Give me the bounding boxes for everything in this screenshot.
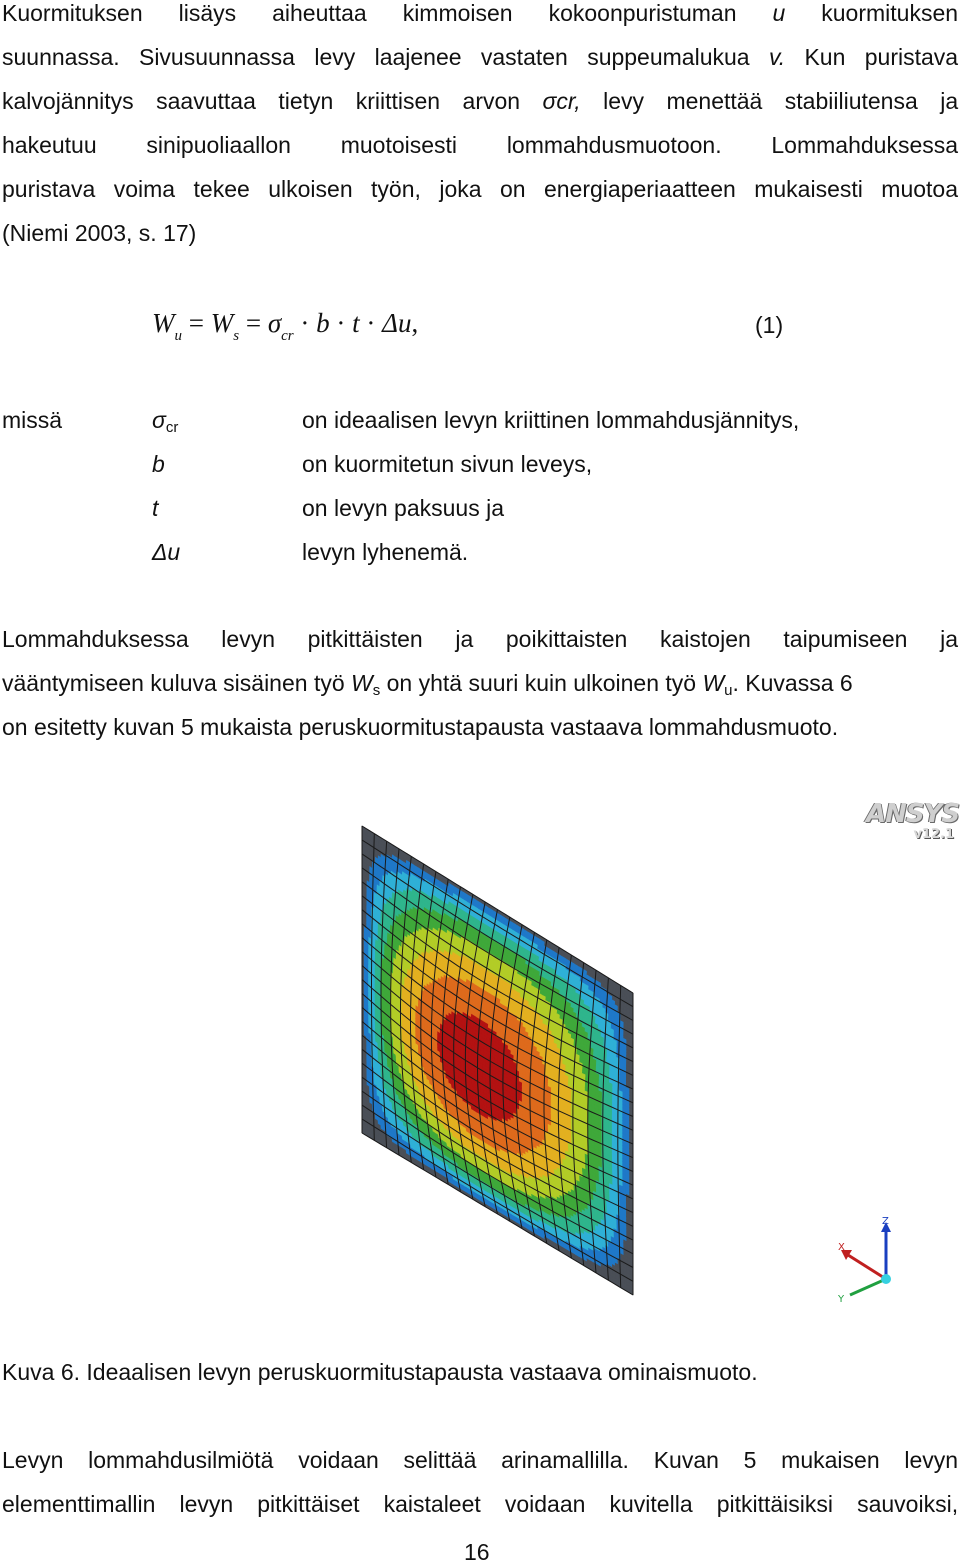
symbol-sigma-cr: σcr, (542, 88, 581, 114)
word: lommahdusmuotoon. (506, 132, 722, 158)
word: 2003, (74, 220, 133, 246)
eq-symbol: b (316, 308, 330, 338)
word: levy (603, 88, 645, 114)
word: sinipuoliaallon (146, 132, 291, 158)
definition-symbol: Δu (152, 539, 181, 565)
word: muotoa (881, 176, 959, 202)
definition-row (0, 530, 960, 574)
eq-operator: = (239, 308, 268, 338)
symbol-w: W (702, 670, 725, 696)
word: kokoonpuristuman (548, 0, 737, 26)
word: muotoisesti (340, 132, 458, 158)
word: hakeutuu (2, 132, 97, 158)
word: stabiiliutensa (784, 88, 918, 114)
eq-symbol: W (210, 308, 234, 338)
text-run: . Kuvassa 6 (732, 670, 853, 696)
word: s. (138, 220, 157, 246)
word: kriittisen (355, 88, 441, 114)
definition-row (0, 486, 960, 530)
symbol-subscript: s (372, 682, 381, 699)
word: ja (940, 88, 959, 114)
eq-operator: · (359, 308, 383, 338)
word: arvon (462, 88, 521, 114)
word: joka (439, 176, 482, 202)
word: 17) (163, 220, 197, 246)
text-line (2, 35, 958, 79)
word: poikittaisten (505, 626, 628, 652)
eq-subscript: cr (281, 328, 294, 344)
equation-1 (0, 300, 960, 360)
text-run: on yhtä suuri kuin ulkoinen työ (380, 670, 703, 696)
text-line (2, 0, 958, 35)
word: vastaten (480, 44, 568, 70)
eq-symbol: Δu (382, 308, 412, 338)
word: saavuttaa (156, 88, 256, 114)
word: puristava (864, 44, 959, 70)
word: työn, (371, 176, 421, 202)
word: energiaperiaatteen (543, 176, 736, 202)
word: kalvojännitys (2, 88, 134, 114)
text-line (2, 79, 958, 123)
text-run: vääntymiseen kuluva sisäinen työ (2, 670, 352, 696)
definition-row (0, 398, 960, 442)
word: suppeumalukua (587, 44, 750, 70)
word: kuormituksen (821, 0, 959, 26)
word: ulkoisen (268, 176, 353, 202)
text-line: on esitetty kuvan 5 mukaista peruskuormitustapausta vastaava lommahdusmuoto. (2, 714, 839, 740)
word: suunnassa. (2, 44, 120, 70)
word: Lommahduksessa (771, 132, 959, 158)
word: levy (314, 44, 356, 70)
definition-text: on ideaalisen levyn kriittinen lommahdusjännitys, (302, 407, 800, 433)
word: Lommahduksessa (2, 626, 189, 652)
eq-symbol: W (152, 308, 175, 338)
definitions-lead: missä (2, 407, 63, 433)
word: Sivusuunnassa (138, 44, 295, 70)
second-paragraph (2, 617, 958, 749)
word: kimmoisen (402, 0, 513, 26)
word: puristava (2, 176, 96, 202)
eq-subscript: u (174, 328, 182, 344)
buckling-mode-figure (300, 790, 960, 1310)
eq-operator: = (182, 308, 211, 338)
eq-symbol: σ (267, 308, 282, 338)
definition-text: on levyn paksuus ja (302, 495, 505, 521)
definition-row (0, 442, 960, 486)
symbol-subscript: cr (165, 419, 179, 436)
word: levyn (221, 626, 275, 652)
word: kaistojen (660, 626, 751, 652)
eq-operator: · (329, 308, 353, 338)
definition-symbol: b (152, 451, 165, 477)
text-line (2, 123, 958, 167)
word: pitkittäisten (307, 626, 423, 652)
symbol-glyph: σ (152, 407, 166, 433)
text-line (2, 617, 958, 661)
word: lisäys (178, 0, 237, 26)
word: aiheuttaa (272, 0, 367, 26)
buckling-plot (300, 790, 960, 1310)
definition-symbol: t (152, 495, 159, 521)
symbol-v: v. (768, 44, 786, 70)
word: on (499, 176, 526, 202)
symbol-subscript: u (724, 682, 733, 699)
word: Kuormituksen (2, 0, 143, 26)
text-line (2, 661, 958, 705)
symbol-w: W (351, 670, 373, 696)
text-line (2, 211, 958, 255)
word: menettää (666, 88, 763, 114)
intro-paragraph (2, 0, 958, 255)
word: voima (113, 176, 176, 202)
text-line (2, 167, 958, 211)
equation-formula (152, 308, 418, 345)
word: taipumiseen (783, 626, 908, 652)
word: Kun (804, 44, 846, 70)
word: mukaisesti (754, 176, 863, 202)
word: tietyn (278, 88, 334, 114)
word: ja (940, 626, 958, 652)
word: (Niemi (2, 220, 69, 246)
symbol-u: u (772, 0, 786, 26)
eq-operator: · (293, 308, 317, 338)
definition-text: on kuormitetun sivun leveys, (302, 451, 593, 477)
definition-text: levyn lyhenemä. (302, 539, 469, 565)
word: tekee (193, 176, 250, 202)
word: laajenee (374, 44, 462, 70)
equation-number: (1) (755, 312, 784, 338)
eq-symbol: t (352, 308, 360, 338)
word: ja (455, 626, 474, 652)
eq-punctuation: , (411, 308, 419, 338)
eq-subscript: s (233, 328, 240, 344)
